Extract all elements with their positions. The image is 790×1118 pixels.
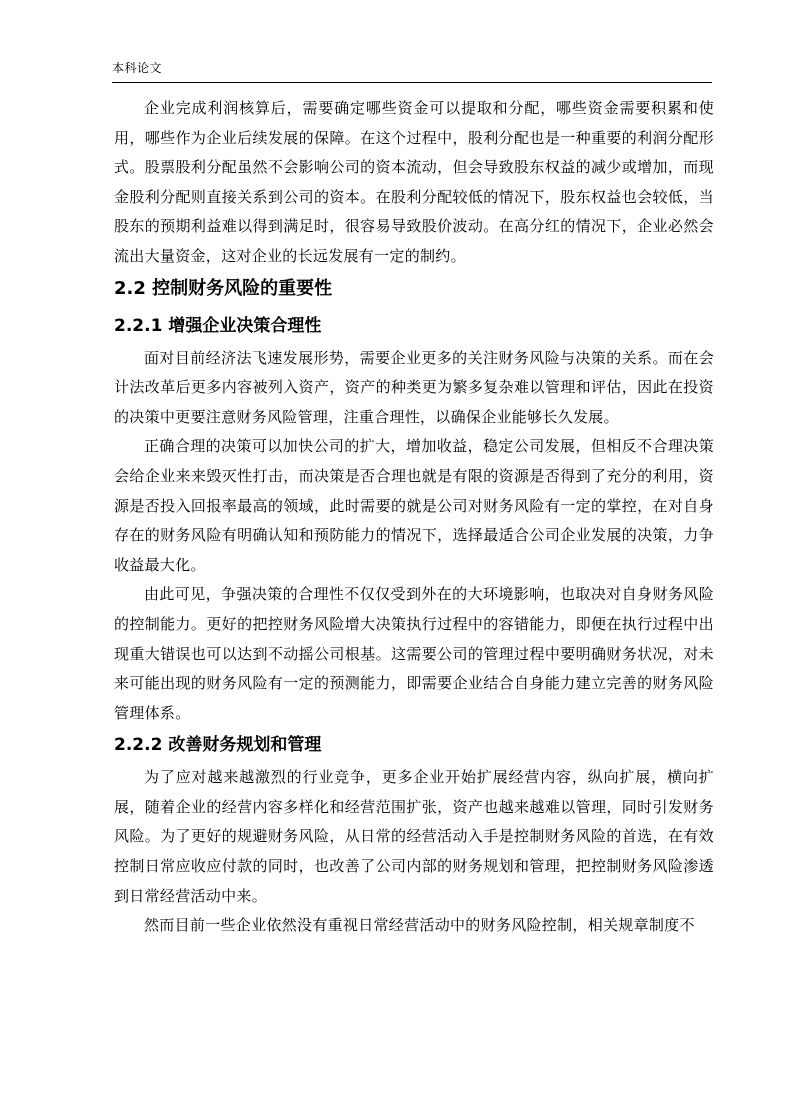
subsection-heading-2-2-1: 2.2.1 增强企业决策合理性 (114, 315, 322, 336)
paragraph-profit-distribution: 企业完成利润核算后，需要确定哪些资金可以提取和分配，哪些资金需要积累和使用，哪些作为企业后续发展的保障。在这个过程中，股利分配也是一种重要的利润分配形式。股票股利分配虽然不会影响公司的资本流动，但会导致股东权益的减少或增加，而现金股利分配则直接关系到公司的资本。在股利分配较低的情况下，股东权益也会较低，当股东的预期利益难以得到满足时，很容易导致股价波动。在高分红的情况下，企业必然会流出大量资金，这对企业的长远发展有一定的制约。 (114, 99, 714, 265)
paragraph-2-2-2-a: 为了应对越来越激烈的行业竞争，更多企业开始扩展经营内容，纵向扩展，横向扩展，随着企业的经营内容多样化和经营范围扩张，资产也越来越难以管理，同时引发财务风险。为了更好的规避财务风险，从日常的经营活动入手是控制财务风险的首选，在有效控制日常应收应付款的同时，也改善了公司内部的财务规划和管理，把控制财务风险渗透到日常经营活动中来。 (114, 768, 714, 905)
subsection-heading-2-2-2: 2.2.2 改善财务规划和管理 (114, 735, 322, 756)
page-header: 本科论文 (112, 61, 163, 75)
header-divider (112, 82, 712, 83)
paragraph-2-2-1-b: 正确合理的决策可以加快公司的扩大，增加收益，稳定公司发展，但相反不合理决策会给企业来来毁灭性打击，而决策是否合理也就是有限的资源是否得到了充分的利用，资源是否投入回报率最高的领域，此时需要的就是公司对财务风险有一定的掌控，在对自身存在的财务风险有明确认知和预防能力的情况下，选择最适合公司企业发展的决策，力争收益最大化。 (114, 437, 714, 574)
paragraph-2-2-2-b: 然而目前一些企业依然没有重视日常经营活动中的财务风险控制，相关规章制度不 (144, 916, 695, 935)
paragraph-2-2-1-a: 面对目前经济法飞速发展形势，需要企业更多的关注财务风险与决策的关系。而在会计法改革后更多内容被列入资产，资产的种类更为繁多复杂难以管理和评估，因此在投资的决策中更要注意财务风险管理，注重合理性，以确保企业能够长久发展。 (114, 348, 714, 426)
document-body (114, 94, 714, 941)
section-heading-2-2: 2.2 控制财务风险的重要性 (114, 277, 333, 299)
paragraph-2-2-1-c: 由此可见，争强决策的合理性不仅仅受到外在的大环境影响，也取决对自身财务风险的控制能力。更好的把控财务风险增大决策执行过程中的容错能力，即便在执行过程中出现重大错误也可以达到不动摇公司根基。这需要公司的管理过程中要明确财务状况，对未来可能出现的财务风险有一定的预测能力，即需要企业结合自身能力建立完善的财务风险管理体系。 (114, 585, 714, 722)
